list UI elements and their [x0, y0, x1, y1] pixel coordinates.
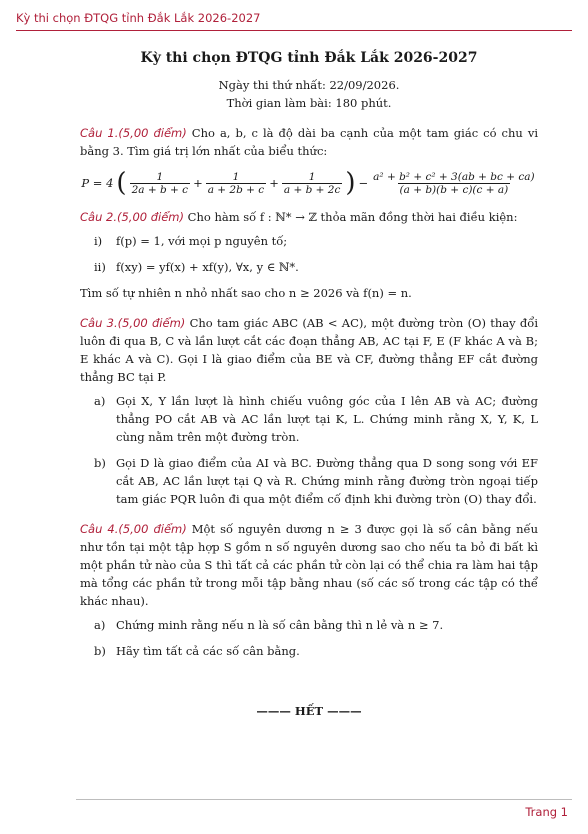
header-divider — [16, 30, 572, 31]
problem-1-label: Câu 1.(5,00 điểm) — [80, 126, 187, 140]
exam-date: Ngày thi thứ nhất: 22/09/2026. — [218, 78, 400, 92]
problem-2 — [80, 208, 538, 226]
problem-2-question: Tìm số tự nhiên n nhỏ nhất sao cho n ≥ 2026 và f(n) = n. — [80, 286, 412, 300]
exam-title: Kỳ thi chọn ĐTQG tỉnh Đắk Lắk 2026-2027 — [140, 50, 478, 66]
list-item: b) Gọi D là giao điểm của AI và BC. Đường thẳng qua D song song với EF cắt AB, AC lần lượt tại Q và R. Chứng minh rằng đường tròn ngoại tiếp tam giác PQR luôn đi qua một điểm cố định khi đường tròn (O) thay đổi. — [94, 456, 538, 506]
page-number: Trang 1 — [525, 805, 568, 819]
fraction-1: $\frac{1}{2a + b + c}$ — [131, 170, 189, 196]
problem-3 — [80, 314, 538, 386]
problem-2-conditions — [80, 232, 538, 276]
problem-2-text: Cho hàm số f : ℕ* → ℤ thỏa mãn đồng thời hai điều kiện: — [187, 210, 518, 224]
formula-lhs: P = 4 — [81, 176, 114, 190]
problem-3-label: Câu 3.(5,00 điểm) — [80, 316, 186, 330]
right-paren: ) — [345, 168, 356, 198]
left-paren: ( — [116, 168, 127, 198]
list-item: a) Chứng minh rằng nếu n là số cân bằng thì n lẻ và n ≥ 7. — [94, 618, 444, 632]
end-marker: ——— HẾT ——— — [256, 704, 362, 718]
list-item: ii) f(xy) = yf(x) + xf(y), ∀x, y ∈ ℕ*. — [94, 260, 299, 274]
footer-divider — [76, 799, 572, 800]
problem-1 — [80, 124, 538, 160]
fraction-4: $\frac{\text{a² + b² + c² + 3(ab + bc + ca)}}{(a + b)(b + c)(c + a)}$ — [373, 170, 535, 196]
problem-1-formula: P = 4 ( $\frac{1}{2a + b + c}$ + $\frac{1}{a + 2b + c}$ + $\frac{1}{a + b + 2c}$ ) − $\frac{\text{a² + b² + c² + 3(ab + bc + ca)}}{(a + b)(b + c)(c + a)}$ — [81, 168, 535, 198]
problem-2-label: Câu 2.(5,00 điểm) — [80, 210, 184, 224]
problem-4-text: Một số nguyên dương n ≥ 3 được gọi là số cân bằng nếu như tồn tại một tập hợp S gồm n số nguyên dương sao cho nếu ta bỏ đi bất kì một phần tử nào của S thì tất cả các phần tử còn lại có thể chia ra làm hai tập mà tổng các phần tử trong mỗi tập bằng nhau (số các số trong các tập có thể khác nhau). — [80, 522, 538, 608]
problem-3-text: Cho tam giác ABC (AB < AC), một đường tròn (O) thay đổi luôn đi qua B, C và lần lượt cắt các đoạn thẳng AB, AC tại F, E (F khác A và B; E khác A và C). Gọi I là giao điểm của BE và CF, đường thẳng EF cắt đường thẳng BC tại P. — [80, 316, 539, 384]
problem-4 — [80, 520, 538, 610]
problem-4-label: Câu 4.(5,00 điểm) — [80, 522, 187, 536]
problem-4-parts — [80, 616, 538, 660]
fraction-2: $\frac{1}{a + 2b + c}$ — [207, 170, 265, 196]
exam-duration: Thời gian làm bài: 180 phút. — [226, 96, 392, 110]
list-item: b) Hãy tìm tất cả các số cân bằng. — [94, 644, 300, 658]
problem-1-text: Cho a, b, c là độ dài ba cạnh của một tam giác có chu vi bằng 3. Tìm giá trị lớn nhất của biểu thức: — [80, 126, 539, 158]
fraction-3: $\frac{1}{a + b + 2c}$ — [283, 170, 341, 196]
list-item: a) Gọi X, Y lần lượt là hình chiếu vuông góc của I lên AB và AC; đường thẳng PO cắt AB và AC lần lượt tại K, L. Chứng minh rằng X, Y, K, L cùng nằm trên một đường tròn. — [94, 394, 538, 444]
list-item: i) f(p) = 1, với mọi p nguyên tố; — [94, 234, 288, 248]
exam-body — [80, 50, 538, 718]
problem-3-parts — [80, 392, 538, 508]
running-header: Kỳ thi chọn ĐTQG tỉnh Đắk Lắk 2026-2027 — [16, 11, 261, 25]
